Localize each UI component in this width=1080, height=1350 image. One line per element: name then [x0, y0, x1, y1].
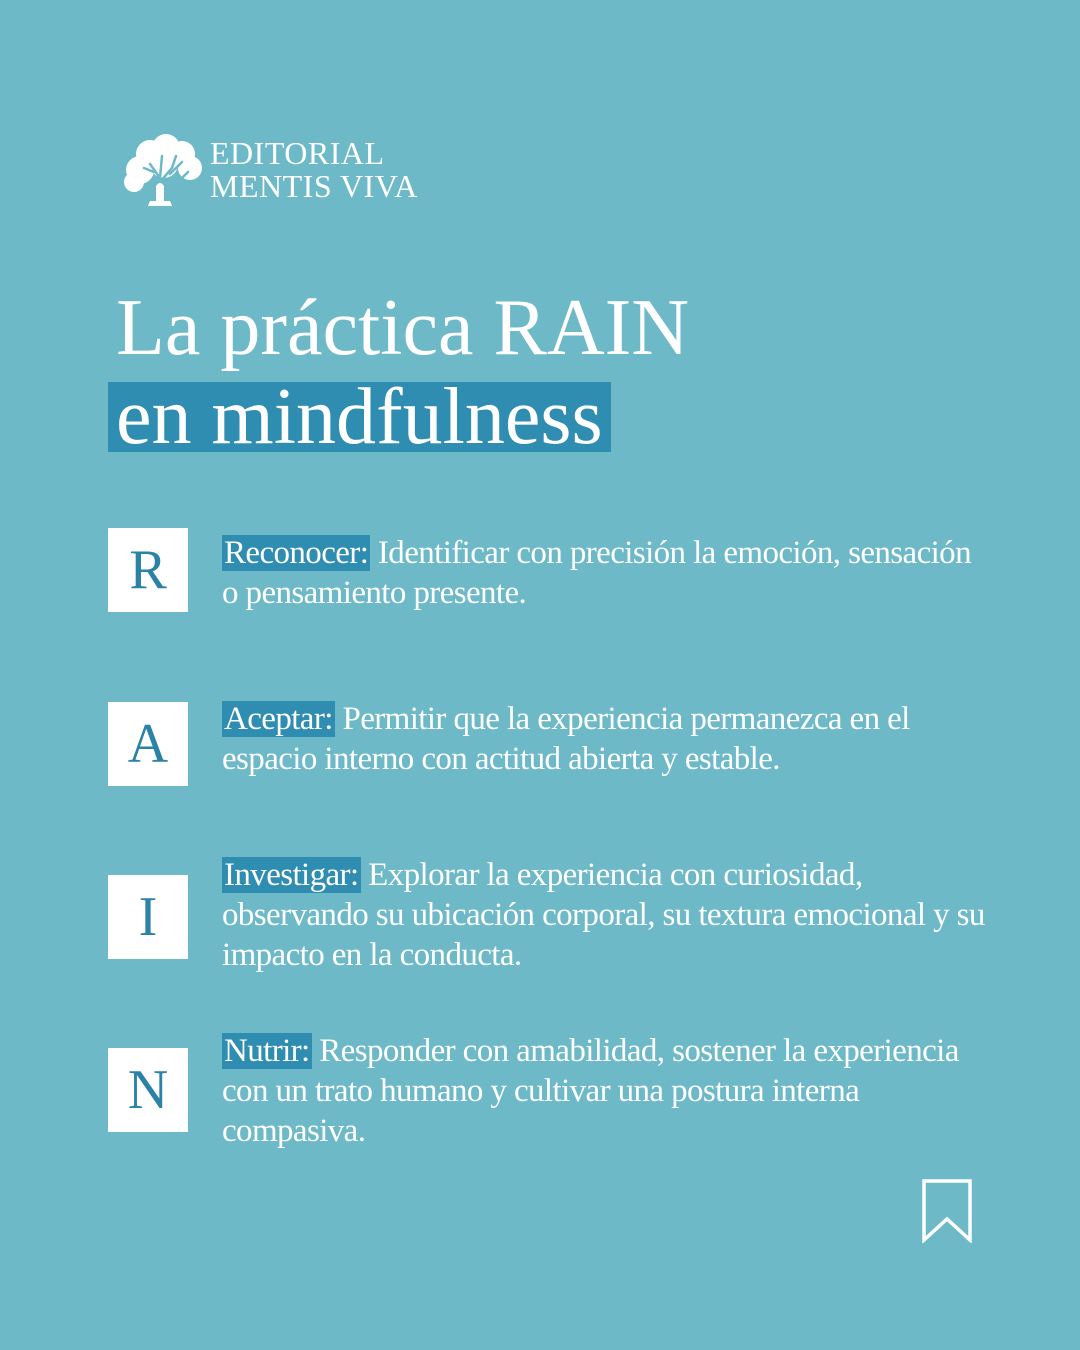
step-term: Investigar: — [224, 857, 359, 893]
brand — [120, 134, 418, 206]
bookmark-icon[interactable] — [922, 1179, 972, 1243]
step-term: Reconocer: — [224, 535, 369, 571]
step-text: Responder con amabilidad, sostener la experiencia con un trato humano y cultivar una postura interna compasiva. — [222, 1033, 959, 1149]
step-term: Nutrir: — [224, 1033, 310, 1069]
brand-line-1: EDITORIAL — [210, 135, 385, 171]
step-description — [222, 533, 992, 613]
letter-box: N — [108, 1048, 188, 1132]
title-line-1: La práctica RAIN — [116, 284, 690, 372]
tree-head-icon — [120, 134, 206, 206]
title-line-2-highlighted: en mindfulness — [108, 382, 611, 452]
page-title — [108, 286, 689, 459]
step-description — [222, 1031, 992, 1151]
step-term: Aceptar: — [224, 701, 333, 737]
step-description — [222, 699, 992, 779]
step-text: Explorar la experiencia con curiosidad, observando su ubicación corporal, su textura emocional y su impacto en la conducta. — [222, 857, 985, 973]
letter-box: I — [108, 875, 188, 959]
brand-line-2: MENTIS VIVA — [210, 168, 418, 204]
brand-name — [210, 137, 418, 203]
step-text: Identificar con precisión la emoción, sensación o pensamiento presente. — [222, 535, 971, 611]
letter-box: R — [108, 528, 188, 612]
step-text: Permitir que la experiencia permanezca en el espacio interno con actitud abierta y estable. — [222, 701, 910, 777]
letter-box: A — [108, 702, 188, 786]
step-description — [222, 855, 992, 975]
